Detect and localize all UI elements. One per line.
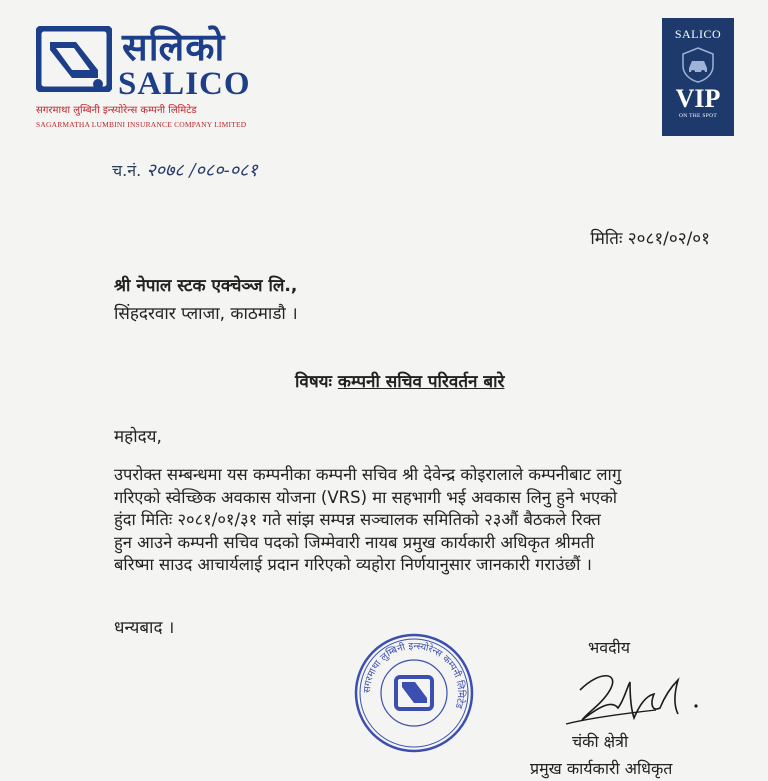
sign-off: भवदीय — [588, 638, 631, 657]
letter-subject — [295, 369, 504, 392]
reference-label: च.नं. — [112, 161, 142, 180]
company-letterhead — [36, 20, 266, 130]
vip-badge-tagline: ON THE SPOT — [678, 113, 718, 119]
body-line: बरिष्मा साउद आचार्यलाई प्रदान गरिएको व्यहोरा निर्णयानुसार जानकारी गराउंछौं । — [114, 555, 592, 574]
company-name-english: SALICO — [118, 66, 251, 102]
subject-label: विषयः — [295, 372, 332, 392]
shield-car-icon — [679, 46, 717, 84]
recipient-name: श्री नेपाल स्टक एक्चेञ्ज लि., — [114, 276, 298, 296]
seal-text: सगरमाथा लुम्बिनी इन्स्योरेन्स कम्पनी लिमिटेड — [361, 640, 467, 710]
company-name-nepali: सलिको — [122, 25, 226, 69]
signatory-title: प्रमुख कार्यकारी अधिकृत — [530, 759, 673, 778]
vip-badge-title: VIP — [675, 84, 721, 113]
vip-badge-brand: SALICO — [674, 27, 722, 41]
letter-body — [114, 464, 694, 577]
body-line: हुन आउने कम्पनी सचिव पदको जिम्मेवारी नायब प्रमुख कार्यकारी अधिकृत श्रीमती — [114, 532, 595, 552]
body-line: गरिएको स्वेच्छिक अवकास योजना (VRS) मा सहभागी भई अवकास लिनु हुने भएको — [114, 487, 618, 507]
closing: धन्यबाद । — [114, 618, 175, 638]
body-line: हुंदा मितिः २०८१/०१/३१ गते सांझ सम्पन्न सञ्चालक समितिको २३औं बैठकले रिक्त — [114, 510, 601, 529]
body-line: उपरोक्त सम्बन्धमा यस कम्पनीका कम्पनी सचिव श्री देवेन्द्र कोइरालाले कम्पनीबाट लागु — [114, 465, 622, 484]
subject-text: कम्पनी सचिव परिवर्तन बारे — [337, 372, 505, 392]
letter-date: मितिः २०८१/०२/०१ — [590, 229, 710, 249]
reference-number — [112, 158, 258, 182]
signature-icon — [560, 660, 720, 740]
vip-badge — [662, 18, 734, 136]
recipient-address — [114, 272, 298, 328]
company-seal-icon — [353, 632, 475, 754]
salico-logo-icon — [36, 26, 112, 92]
reference-value: २०७८ /०८०-०८१ — [146, 160, 258, 181]
salutation: महोदय, — [114, 427, 162, 447]
signatory-name: चंकी क्षेत्री — [572, 732, 629, 751]
recipient-location: सिंहदरवार प्लाजा, काठमाडौ । — [114, 304, 298, 324]
company-full-name-nepali: सगरमाथा लुम्बिनी इन्स्योरेन्स कम्पनी लिमिटेड — [36, 105, 197, 116]
company-full-name-english: SAGARMATHA LUMBINI INSURANCE COMPANY LIMITED — [36, 120, 247, 129]
